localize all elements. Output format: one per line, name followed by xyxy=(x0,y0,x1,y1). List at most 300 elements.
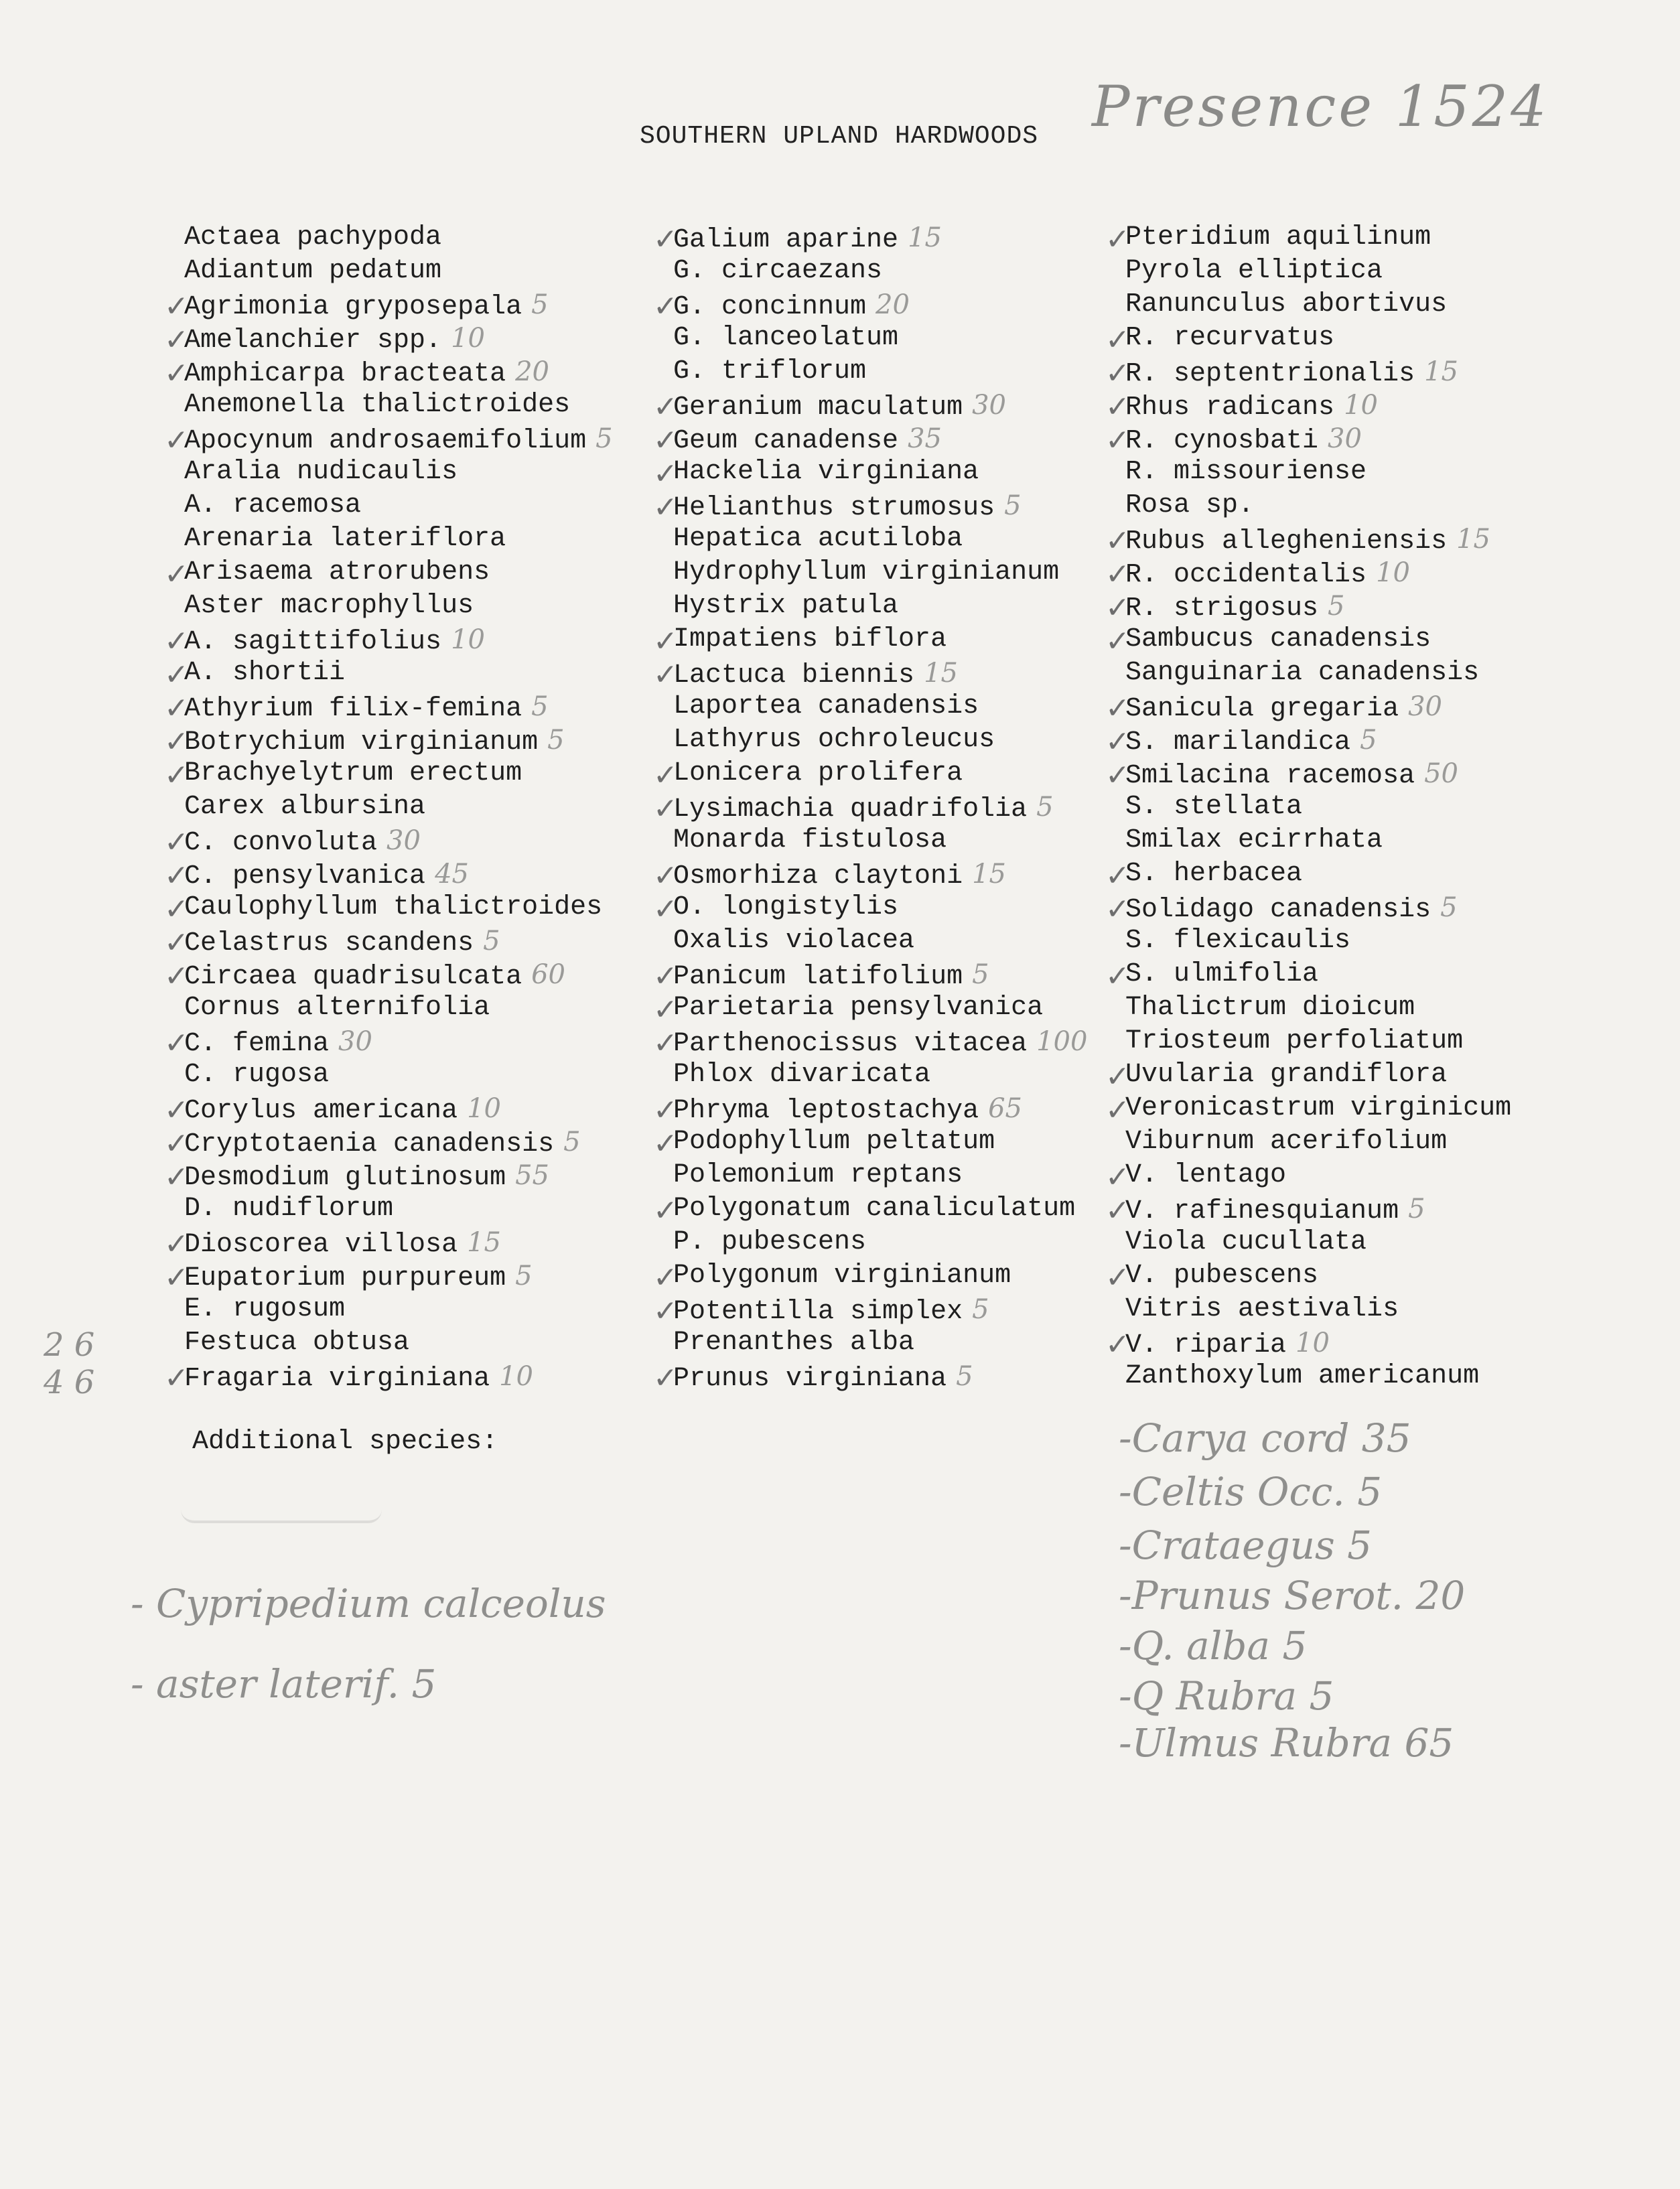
species-name: Veronicastrum virginicum xyxy=(1125,1093,1512,1123)
check-mark-icon: ✓ xyxy=(653,792,678,826)
species-name: Cornus alternifolia xyxy=(184,993,490,1023)
species-row xyxy=(1105,1159,1511,1194)
species-name: S. stellata xyxy=(1125,792,1303,822)
species-name: Oxalis violacea xyxy=(673,926,915,956)
species-count: 10 xyxy=(499,1361,533,1392)
species-count: 5 xyxy=(547,725,565,756)
check-mark-icon: ✓ xyxy=(1105,624,1130,658)
species-name: Celastrus scandens xyxy=(184,928,474,959)
species-row xyxy=(184,221,613,255)
species-row xyxy=(164,355,613,391)
species-name: Lysimachia quadrifolia xyxy=(673,794,1028,825)
species-column-3 xyxy=(1105,221,1512,1393)
species-row xyxy=(673,522,1087,556)
species-count: 30 xyxy=(338,1026,372,1057)
species-row xyxy=(673,1058,1087,1092)
species-row xyxy=(1125,924,1511,958)
erased-mark xyxy=(181,1487,382,1523)
check-mark-icon: ✓ xyxy=(1105,959,1130,993)
species-name: Polygonatum canaliculatum xyxy=(673,1194,1076,1224)
species-row xyxy=(164,1259,613,1295)
species-name: Uvularia grandiflora xyxy=(1125,1060,1448,1090)
species-row xyxy=(1125,991,1511,1025)
check-mark-icon: ✓ xyxy=(1105,356,1130,391)
species-name: C. rugosa xyxy=(184,1060,330,1090)
check-mark-icon: ✓ xyxy=(1105,1261,1130,1295)
page-title: SOUTHERN UPLAND HARDWOODS xyxy=(640,122,1039,151)
check-mark-icon: ✓ xyxy=(164,725,189,759)
species-name: E. rugosum xyxy=(184,1294,346,1324)
check-mark-icon: ✓ xyxy=(1105,1328,1130,1362)
check-mark-icon: ✓ xyxy=(164,289,189,324)
species-name: Apocynum androsaemifolium xyxy=(184,426,587,456)
species-row xyxy=(653,1192,1087,1228)
check-mark-icon: ✓ xyxy=(1105,323,1130,357)
species-column-2 xyxy=(653,221,1088,1395)
species-name: O. longistylis xyxy=(673,892,899,922)
check-mark-icon: ✓ xyxy=(164,1227,189,1261)
species-count: 20 xyxy=(876,289,910,320)
species-row xyxy=(653,991,1087,1027)
check-mark-icon: ✓ xyxy=(164,1160,189,1194)
species-name: Rhus radicans xyxy=(1125,393,1335,423)
check-mark-icon: ✓ xyxy=(164,691,189,725)
check-mark-icon: ✓ xyxy=(164,1261,189,1295)
species-name: Desmodium glutinosum xyxy=(184,1163,506,1193)
species-row xyxy=(653,455,1087,491)
species-count: 5 xyxy=(515,1261,533,1291)
species-count: 65 xyxy=(988,1093,1022,1124)
check-mark-icon: ✓ xyxy=(653,289,678,324)
check-mark-icon: ✓ xyxy=(164,758,189,792)
check-mark-icon: ✓ xyxy=(653,222,678,257)
check-mark-icon: ✓ xyxy=(1105,1160,1130,1194)
species-row xyxy=(673,556,1087,589)
species-row xyxy=(164,656,613,692)
species-name: G. triflorum xyxy=(673,356,867,386)
species-name: V. lentago xyxy=(1125,1160,1287,1190)
handwritten-additional-right-2: -Celtis Occ. 5 xyxy=(1119,1469,1383,1514)
check-mark-icon: ✓ xyxy=(653,1294,678,1328)
species-name: Pteridium aquilinum xyxy=(1125,222,1431,253)
check-mark-icon: ✓ xyxy=(653,490,678,524)
species-count: 30 xyxy=(1328,423,1362,454)
additional-species-label: Additional species: xyxy=(192,1427,498,1457)
species-row xyxy=(164,623,613,658)
species-count: 5 xyxy=(483,926,500,957)
check-mark-icon: ✓ xyxy=(164,959,189,993)
species-name: Viburnum acerifolium xyxy=(1125,1127,1448,1157)
species-row xyxy=(184,255,613,288)
species-count: 55 xyxy=(515,1160,549,1191)
species-row xyxy=(673,589,1087,623)
species-row xyxy=(1105,690,1511,725)
species-row xyxy=(653,389,1087,424)
species-count: 5 xyxy=(1004,490,1022,521)
check-mark-icon: ✓ xyxy=(1105,390,1130,424)
species-row xyxy=(164,556,613,591)
species-count: 5 xyxy=(1360,725,1377,756)
species-name: Hepatica acutiloba xyxy=(673,524,963,554)
species-name: Parietaria pensylvanica xyxy=(673,993,1044,1023)
species-row xyxy=(164,422,613,457)
check-mark-icon: ✓ xyxy=(1105,524,1130,558)
check-mark-icon: ✓ xyxy=(1105,1093,1130,1127)
species-name: Galium aparine xyxy=(673,225,899,255)
species-count: 5 xyxy=(531,691,549,722)
species-row xyxy=(1125,824,1511,857)
species-row xyxy=(673,924,1087,958)
species-name: V. pubescens xyxy=(1125,1261,1319,1291)
species-count: 5 xyxy=(1440,892,1458,923)
species-row xyxy=(1125,455,1511,489)
species-row xyxy=(673,322,1087,355)
species-name: Fragaria virginiana xyxy=(184,1364,490,1394)
species-name: Arisaema atrorubens xyxy=(184,557,490,587)
species-name: Agrimonia gryposepala xyxy=(184,292,522,322)
check-mark-icon: ✓ xyxy=(653,423,678,457)
species-row xyxy=(164,723,613,759)
species-name: Impatiens biflora xyxy=(673,624,947,654)
species-name: Pyrola elliptica xyxy=(1125,256,1383,286)
species-name: Panicum latifolium xyxy=(673,962,963,992)
species-count: 60 xyxy=(531,959,565,990)
species-row xyxy=(184,790,613,824)
species-count: 5 xyxy=(972,959,989,990)
check-mark-icon: ✓ xyxy=(1105,423,1130,457)
species-row xyxy=(164,1125,613,1161)
species-name: R. strigosus xyxy=(1125,593,1319,624)
check-mark-icon: ✓ xyxy=(653,1261,678,1295)
species-name: Lactuca biennis xyxy=(673,660,915,691)
species-row xyxy=(164,288,613,324)
species-count: 100 xyxy=(1036,1026,1088,1057)
species-name: S. flexicaulis xyxy=(1125,926,1351,956)
check-mark-icon: ✓ xyxy=(653,1361,678,1395)
species-name: Viola cucullata xyxy=(1125,1227,1367,1257)
species-name: A. shortii xyxy=(184,658,346,688)
species-name: V. rafinesquianum xyxy=(1125,1196,1399,1226)
species-name: Botrychium virginianum xyxy=(184,727,539,758)
species-count: 10 xyxy=(1296,1328,1330,1358)
species-row xyxy=(164,958,613,993)
species-row xyxy=(1125,1226,1511,1259)
species-row xyxy=(1105,1326,1511,1362)
species-name: Lonicera prolifera xyxy=(673,758,963,788)
species-name: D. nudiflorum xyxy=(184,1194,394,1224)
species-row xyxy=(653,656,1087,692)
check-mark-icon: ✓ xyxy=(653,1194,678,1228)
species-count: 15 xyxy=(467,1227,501,1258)
check-mark-icon: ✓ xyxy=(164,926,189,960)
species-row xyxy=(653,221,1087,257)
species-row xyxy=(1125,790,1511,824)
species-row xyxy=(184,1293,613,1326)
species-name: P. pubescens xyxy=(673,1227,867,1257)
species-count: 5 xyxy=(531,289,549,320)
species-row xyxy=(1105,1192,1511,1228)
species-row xyxy=(653,958,1087,993)
species-count: 30 xyxy=(972,390,1006,421)
species-name: Lathyrus ochroleucus xyxy=(673,725,995,755)
handwritten-additional-right-7: -Ulmus Rubra 65 xyxy=(1119,1720,1454,1766)
species-row xyxy=(184,522,613,556)
species-row xyxy=(1105,389,1511,424)
species-row xyxy=(164,690,613,725)
check-mark-icon: ✓ xyxy=(653,390,678,424)
species-row xyxy=(164,857,613,893)
species-name: Hystrix patula xyxy=(673,591,899,621)
check-mark-icon: ✓ xyxy=(653,993,678,1027)
species-name: Potentilla simplex xyxy=(673,1297,963,1327)
species-row xyxy=(1125,1293,1511,1326)
species-name: Amelanchier spp. xyxy=(184,326,442,356)
species-name: Amphicarpa bracteata xyxy=(184,359,506,389)
check-mark-icon: ✓ xyxy=(653,758,678,792)
species-name: Ranunculus abortivus xyxy=(1125,289,1448,320)
species-row xyxy=(164,757,613,792)
species-row xyxy=(1105,355,1511,391)
species-name: S. herbacea xyxy=(1125,859,1303,889)
species-count: 20 xyxy=(515,356,549,387)
species-row xyxy=(1105,322,1511,357)
species-count: 5 xyxy=(1328,591,1345,622)
species-name: S. marilandica xyxy=(1125,727,1351,758)
check-mark-icon: ✓ xyxy=(164,892,189,926)
species-row xyxy=(653,790,1087,826)
species-row xyxy=(1105,958,1511,993)
species-row xyxy=(653,891,1087,926)
species-name: Triosteum perfoliatum xyxy=(1125,1026,1464,1056)
check-mark-icon: ✓ xyxy=(1105,1060,1130,1094)
species-count: 5 xyxy=(1036,792,1054,823)
species-row xyxy=(653,857,1087,893)
species-name: Aster macrophyllus xyxy=(184,591,474,621)
species-count: 5 xyxy=(596,423,613,454)
species-row xyxy=(164,891,613,926)
check-mark-icon: ✓ xyxy=(653,892,678,926)
species-name: C. convoluta xyxy=(184,828,378,858)
check-mark-icon: ✓ xyxy=(653,959,678,993)
species-name: Eupatorium purpureum xyxy=(184,1263,506,1293)
handwritten-additional-right-1: -Carya cord 35 xyxy=(1119,1415,1411,1461)
species-row xyxy=(1125,1125,1511,1159)
species-row xyxy=(1105,857,1511,893)
species-count: 10 xyxy=(451,624,485,655)
species-row xyxy=(1105,422,1511,457)
species-name: Thalictrum dioicum xyxy=(1125,993,1415,1023)
species-row xyxy=(164,1159,613,1194)
species-row xyxy=(184,489,613,522)
species-row xyxy=(653,422,1087,457)
species-count: 15 xyxy=(924,658,958,689)
species-name: Festuca obtusa xyxy=(184,1328,410,1358)
species-name: Osmorhiza claytoni xyxy=(673,861,963,892)
species-name: Carex albursina xyxy=(184,792,426,822)
check-mark-icon: ✓ xyxy=(164,859,189,893)
species-row xyxy=(164,824,613,859)
species-count: 35 xyxy=(908,423,942,454)
species-name: R. missouriense xyxy=(1125,457,1367,487)
species-count: 15 xyxy=(972,859,1006,890)
species-name: Rosa sp. xyxy=(1125,490,1255,520)
species-name: R. septentrionalis xyxy=(1125,359,1415,389)
check-mark-icon: ✓ xyxy=(653,1127,678,1161)
handwritten-additional-right-4: -Prunus Serot. 20 xyxy=(1119,1573,1466,1618)
handwritten-additional-right-6: -Q Rubra 5 xyxy=(1119,1673,1334,1719)
check-mark-icon: ✓ xyxy=(1105,758,1130,792)
check-mark-icon: ✓ xyxy=(164,423,189,457)
species-row xyxy=(1125,1360,1511,1393)
species-row xyxy=(673,355,1087,389)
species-row xyxy=(184,1058,613,1092)
species-name: Geranium maculatum xyxy=(673,393,963,423)
species-count: 30 xyxy=(387,825,421,856)
species-name: Smilax ecirrhata xyxy=(1125,825,1383,855)
check-mark-icon: ✓ xyxy=(164,658,189,692)
species-name: Phryma leptostachya xyxy=(673,1096,979,1126)
species-name: Sanguinaria canadensis xyxy=(1125,658,1480,688)
species-row xyxy=(1105,589,1511,625)
handwritten-title: Presence 1524 xyxy=(1092,74,1549,139)
species-row xyxy=(184,389,613,422)
species-name: C. pensylvanica xyxy=(184,861,426,892)
species-name: C. femina xyxy=(184,1029,330,1059)
species-row xyxy=(1105,623,1511,658)
check-mark-icon: ✓ xyxy=(1105,892,1130,926)
species-row xyxy=(1105,1058,1511,1094)
species-row xyxy=(1125,656,1511,690)
species-row xyxy=(1125,288,1511,322)
check-mark-icon: ✓ xyxy=(164,1361,189,1395)
species-name: Aralia nudicaulis xyxy=(184,457,458,487)
species-row xyxy=(1125,1025,1511,1058)
species-name: Smilacina racemosa xyxy=(1125,761,1415,791)
check-mark-icon: ✓ xyxy=(653,859,678,893)
species-row xyxy=(164,1092,613,1127)
species-name: Caulophyllum thalictroides xyxy=(184,892,603,922)
check-mark-icon: ✓ xyxy=(1105,725,1130,759)
check-mark-icon: ✓ xyxy=(164,323,189,357)
species-row xyxy=(653,1360,1087,1395)
species-count: 5 xyxy=(1408,1194,1425,1224)
species-name: Hackelia virginiana xyxy=(673,457,979,487)
species-name: Rubus allegheniensis xyxy=(1125,526,1448,557)
species-name: Hydrophyllum virginianum xyxy=(673,557,1060,587)
species-name: R. recurvatus xyxy=(1125,323,1335,353)
species-row xyxy=(653,1293,1087,1328)
species-name: Cryptotaenia canadensis xyxy=(184,1129,555,1159)
check-mark-icon: ✓ xyxy=(1105,859,1130,893)
species-row xyxy=(1105,221,1511,257)
species-count: 15 xyxy=(1456,524,1490,555)
species-name: Brachyelytrum erectum xyxy=(184,758,522,788)
species-row xyxy=(653,1125,1087,1161)
species-row xyxy=(653,489,1087,524)
species-row xyxy=(1105,522,1511,558)
species-row xyxy=(184,589,613,623)
species-row xyxy=(164,924,613,960)
margin-note: 2 6 4 6 xyxy=(44,1326,95,1401)
species-name: V. riparia xyxy=(1125,1330,1287,1360)
check-mark-icon: ✓ xyxy=(164,1093,189,1127)
species-name: Athyrium filix-femina xyxy=(184,694,522,724)
species-name: Circaea quadrisulcata xyxy=(184,962,522,992)
species-name: Helianthus strumosus xyxy=(673,493,995,523)
species-name: Polygonum virginianum xyxy=(673,1261,1011,1291)
check-mark-icon: ✓ xyxy=(1105,691,1130,725)
species-name: Anemonella thalictroides xyxy=(184,390,571,420)
species-name: Phlox divaricata xyxy=(673,1060,931,1090)
species-name: Zanthoxylum americanum xyxy=(1125,1361,1480,1391)
species-name: R. occidentalis xyxy=(1125,560,1367,590)
species-row xyxy=(1105,757,1511,792)
check-mark-icon: ✓ xyxy=(1105,222,1130,257)
species-row xyxy=(1105,1259,1511,1295)
species-row xyxy=(653,1025,1088,1060)
check-mark-icon: ✓ xyxy=(1105,557,1130,591)
species-name: R. cynosbati xyxy=(1125,426,1319,456)
species-name: Vitris aestivalis xyxy=(1125,1294,1399,1324)
species-count: 10 xyxy=(451,323,485,354)
species-count: 30 xyxy=(1408,691,1442,722)
species-row xyxy=(673,255,1087,288)
handwritten-additional-left-2: - aster laterif. 5 xyxy=(131,1661,437,1707)
check-mark-icon: ✓ xyxy=(164,1127,189,1161)
check-mark-icon: ✓ xyxy=(164,1026,189,1060)
species-count: 5 xyxy=(956,1361,973,1392)
species-row xyxy=(164,322,613,357)
species-name: Polemonium reptans xyxy=(673,1160,963,1190)
species-row xyxy=(653,1092,1087,1127)
check-mark-icon: ✓ xyxy=(164,557,189,591)
species-name: Monarda fistulosa xyxy=(673,825,947,855)
species-count: 15 xyxy=(1424,356,1458,387)
species-name: Sanicula gregaria xyxy=(1125,694,1399,724)
species-row xyxy=(184,1326,613,1360)
species-name: G. concinnum xyxy=(673,292,867,322)
check-mark-icon: ✓ xyxy=(653,624,678,658)
species-column-1 xyxy=(164,221,613,1395)
species-row xyxy=(1125,255,1511,288)
species-name: Parthenocissus vitacea xyxy=(673,1029,1028,1059)
species-row xyxy=(184,455,613,489)
check-mark-icon: ✓ xyxy=(1105,1194,1130,1228)
species-name: G. lanceolatum xyxy=(673,323,899,353)
species-row xyxy=(1105,1092,1512,1127)
species-row xyxy=(673,723,1087,757)
species-name: A. racemosa xyxy=(184,490,362,520)
species-count: 10 xyxy=(1344,390,1378,421)
species-name: Dioscorea villosa xyxy=(184,1230,458,1260)
species-name: S. ulmifolia xyxy=(1125,959,1319,989)
species-row xyxy=(1105,723,1511,759)
species-name: Laportea canadensis xyxy=(673,691,979,721)
species-count: 15 xyxy=(908,222,942,253)
check-mark-icon: ✓ xyxy=(653,1093,678,1127)
check-mark-icon: ✓ xyxy=(164,624,189,658)
species-name: A. sagittifolius xyxy=(184,627,442,657)
species-row xyxy=(1105,891,1511,926)
check-mark-icon: ✓ xyxy=(164,356,189,391)
species-name: G. circaezans xyxy=(673,256,883,286)
species-count: 10 xyxy=(467,1093,501,1124)
species-name: Prunus virginiana xyxy=(673,1364,947,1394)
species-count: 45 xyxy=(435,859,469,890)
species-row xyxy=(653,757,1087,792)
handwritten-additional-left-1: - Cypripedium calceolus xyxy=(131,1581,606,1626)
species-row xyxy=(673,1159,1087,1192)
